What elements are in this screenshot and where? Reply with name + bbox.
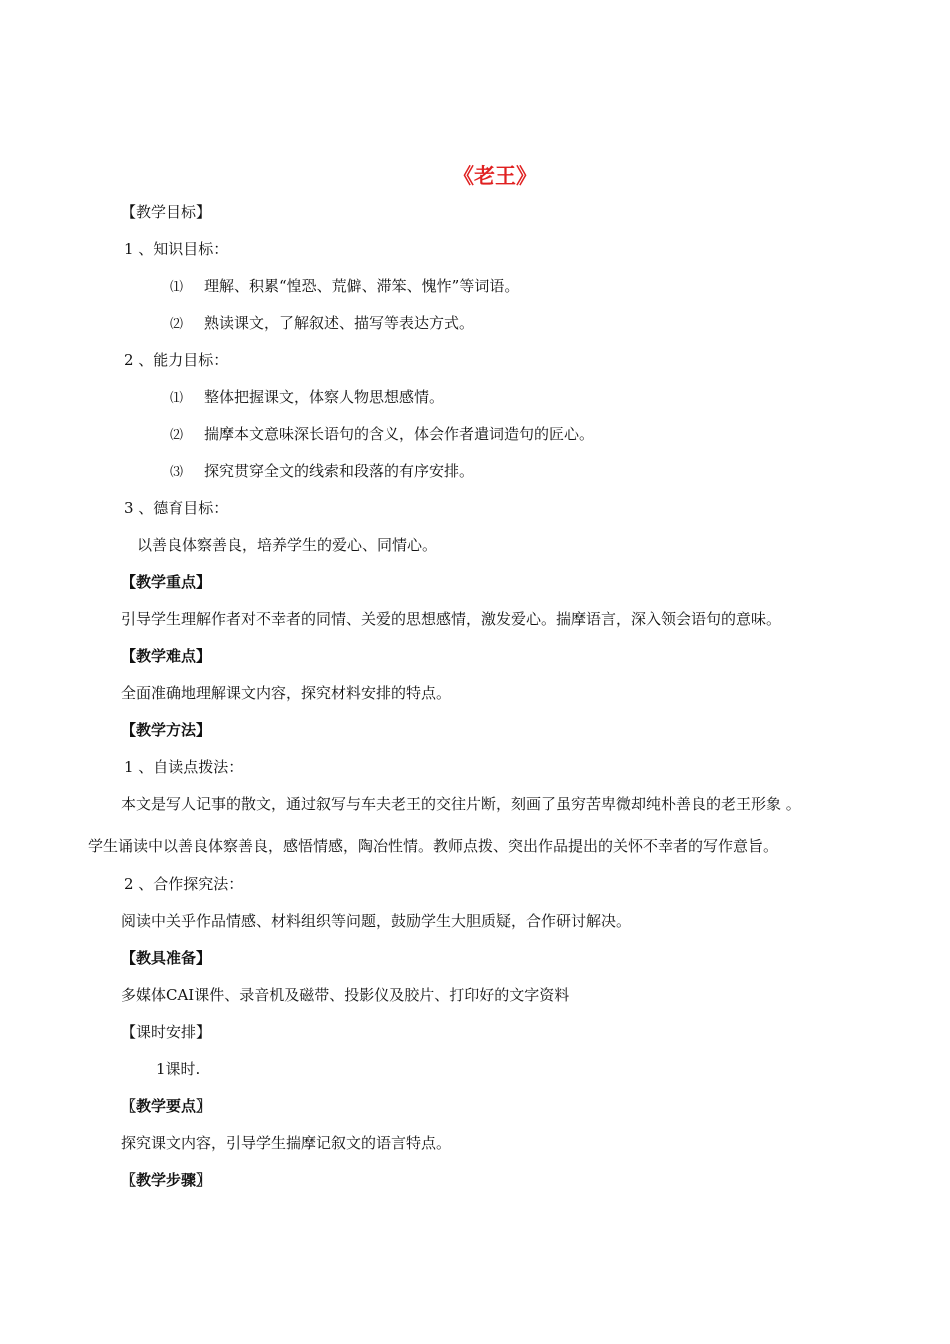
essentials-heading: 〖教学要点〗 bbox=[121, 1097, 212, 1115]
method-1-label: 1 、自读点拨法： bbox=[124, 758, 244, 776]
tools-heading: 【教具准备】 bbox=[121, 949, 212, 967]
difficulties-text: 全面准确地理解课文内容，探究材料安排的特点。 bbox=[121, 684, 452, 702]
item-number: ⑵ bbox=[170, 428, 184, 443]
schedule-heading: 【课时安排】 bbox=[121, 1023, 212, 1041]
item-number: ⑴ bbox=[170, 280, 184, 295]
essentials-text: 探究课文内容，引导学生揣摩记叙文的语言特点。 bbox=[121, 1134, 452, 1152]
schedule-text: 1课时. bbox=[156, 1060, 201, 1078]
steps-heading: 〖教学步骤〗 bbox=[121, 1171, 212, 1189]
knowledge-objective-label: 1 、知识目标： bbox=[124, 240, 229, 258]
knowledge-item-1 bbox=[170, 276, 519, 298]
methods-heading: 【教学方法】 bbox=[121, 721, 212, 739]
knowledge-item-2 bbox=[170, 313, 474, 335]
item-number: ⑶ bbox=[170, 465, 184, 480]
item-text: 揣摩本文意味深长语句的含义，体会作者遣词造句的匠心。 bbox=[204, 425, 595, 443]
method-1-line-1: 本文是写人记事的散文，通过叙写与车夫老王的交往片断，刻画了虽穷苦卑微却纯朴善良的老王形象 。 bbox=[121, 795, 801, 813]
moral-objective-text: 以善良体察善良，培养学生的爱心、同情心。 bbox=[137, 536, 438, 554]
item-text: 熟读课文，了解叙述、描写等表达方式。 bbox=[204, 314, 475, 332]
key-points-text: 引导学生理解作者对不幸者的同情、关爱的思想感情，激发爱心。揣摩语言，深入领会语句的意味。 bbox=[121, 610, 782, 628]
ability-objective-label: 2 、能力目标： bbox=[124, 351, 229, 369]
method-2-label: 2 、合作探究法： bbox=[124, 875, 244, 893]
method-2-text: 阅读中关乎作品情感、材料组织等问题，鼓励学生大胆质疑，合作研讨解决。 bbox=[121, 912, 632, 930]
item-text: 整体把握课文，体察人物思想感情。 bbox=[204, 388, 445, 406]
moral-objective-label: 3 、德育目标： bbox=[124, 499, 229, 517]
ability-item-3 bbox=[170, 461, 474, 483]
objectives-heading: 【教学目标】 bbox=[121, 203, 212, 221]
ability-item-2 bbox=[170, 424, 594, 446]
key-points-heading: 【教学重点】 bbox=[121, 573, 212, 591]
item-number: ⑴ bbox=[170, 391, 184, 406]
item-text: 探究贯穿全文的线索和段落的有序安排。 bbox=[204, 462, 475, 480]
difficulties-heading: 【教学难点】 bbox=[121, 647, 212, 665]
tools-text: 多媒体CAI课件、录音机及磁带、投影仪及胶片、打印好的文字资料 bbox=[121, 986, 570, 1004]
document-title: 《老王》 bbox=[453, 164, 537, 188]
ability-item-1 bbox=[170, 387, 444, 409]
item-number: ⑵ bbox=[170, 317, 184, 332]
item-text: 理解、积累“惶恐、荒僻、滞笨、愧怍”等词语。 bbox=[204, 277, 520, 295]
method-1-line-2: 学生诵读中以善良体察善良，感悟情感，陶冶性情。教师点拨、突出作品提出的关怀不幸者的写作意旨。 bbox=[88, 837, 779, 855]
